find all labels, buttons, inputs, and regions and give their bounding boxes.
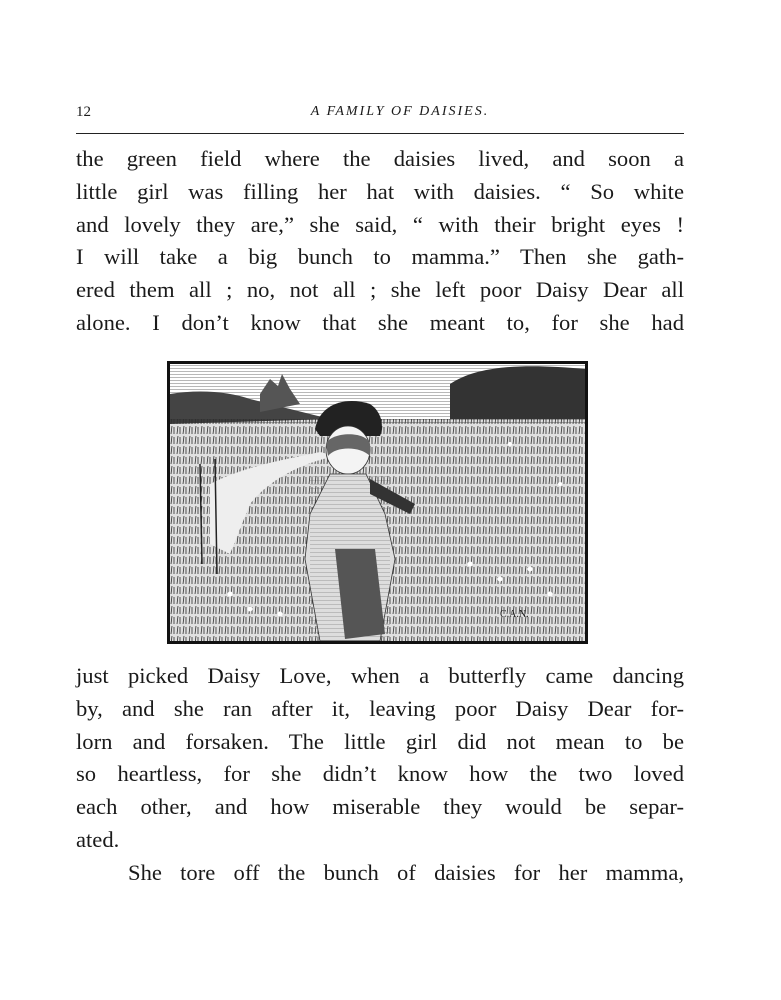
engraving-illustration xyxy=(167,361,588,644)
text-line-indented: She tore off the bunch of daisies for her mamma, xyxy=(128,859,684,885)
text-line: just picked Daisy Love, when a butterfly came dancing xyxy=(76,663,684,688)
text-line: and lovely they are,” she said, “ with their bright eyes ! xyxy=(76,211,684,237)
artist-signature: C.A.N. xyxy=(500,609,529,620)
header-rule xyxy=(76,133,684,134)
text-line: ated. xyxy=(76,826,120,852)
text-line: lorn and forsaken. The little girl did not mean to be xyxy=(76,728,684,754)
girl-in-daisy-field-picture xyxy=(170,364,585,641)
text-line: I will take a big bunch to mamma.” Then she gath- xyxy=(76,244,684,270)
text-line: each other, and how miserable they would be separ- xyxy=(76,794,684,820)
body-text-top xyxy=(76,143,684,340)
text-line: the green field where the daisies lived, and soon a xyxy=(76,146,684,171)
text-line: ered them all ; no, not all ; she left poor Daisy Dear all xyxy=(76,277,684,303)
text-line: by, and she ran after it, leaving poor Daisy Dear for- xyxy=(76,695,684,721)
text-line: little girl was filling her hat with daisies. “ So white xyxy=(76,178,684,204)
text-line: so heartless, for she didn’t know how the two loved xyxy=(76,761,684,787)
running-head xyxy=(76,104,684,126)
text-line: alone. I don’t know that she meant to, for she had xyxy=(76,309,684,335)
body-text-bottom xyxy=(76,660,684,890)
running-title: A FAMILY OF DAISIES. xyxy=(310,104,490,119)
page-number: 12 xyxy=(76,104,91,120)
